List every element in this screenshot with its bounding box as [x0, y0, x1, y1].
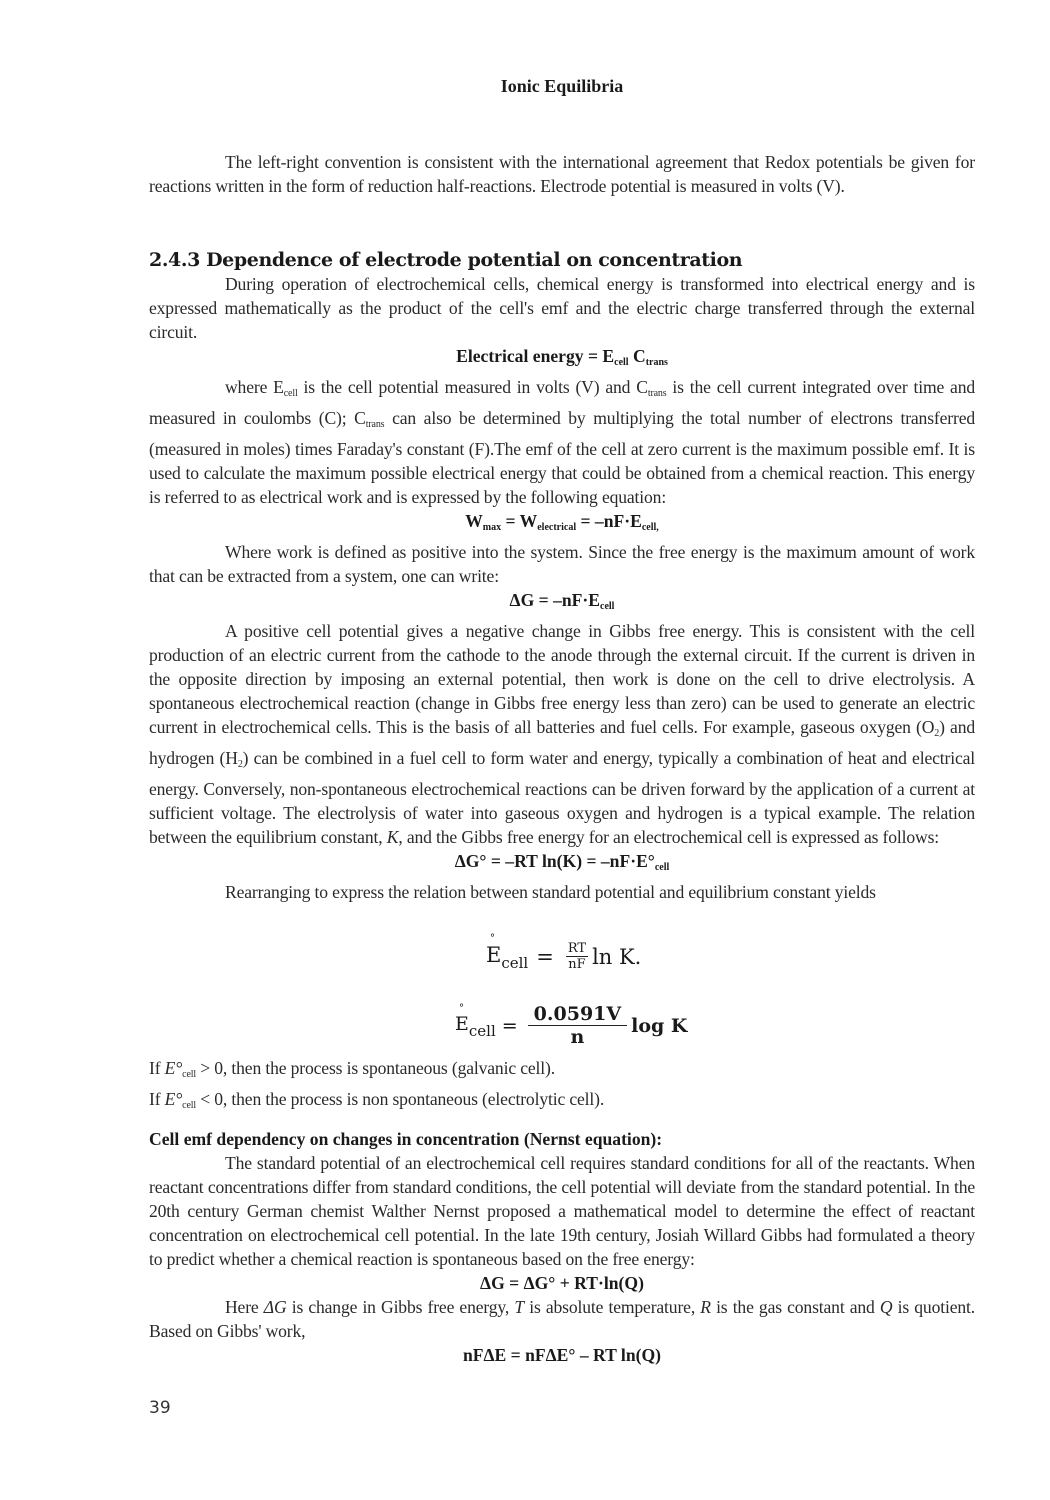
equation-wmax: $W_{max} = W_{electrical} = -nF\cdot E_{cell,}$	[465, 511, 659, 533]
equation-delta-g: $\Delta G = -nF\cdot E_{cell}$	[509, 590, 615, 612]
page-number: 39	[149, 1398, 171, 1418]
paragraph-rearranging: Rearranging to express the relation between standard potential and equilibrium constant yields	[225, 882, 876, 902]
paragraph-nernst-intro: The standard potential of an electrochemical cell requires standard conditions for all of the reactants. When reactant concentrations differ from standard conditions, the cell potential will deviate from the standard potential. In the 20th century German chemist Walther Nernst proposed a mathematical model to determine the effect of reactant concentration on electrochemical cell potential. In the late 19th century, Josiah Willard Gibbs had formulated a theory to predict whether a chemical reaction is spontaneous based on the free energy:	[149, 1153, 975, 1269]
section-2-4-3	[149, 248, 975, 904]
equation-nernst-nf: nFΔE = nFΔE° – RT ln(Q)	[462, 1345, 662, 1365]
equation-electrical-energy: Electrical energy = $E_{cell}$ $C_{trans}$	[456, 346, 668, 368]
running-header: Ionic Equilibria	[500, 76, 624, 96]
equation-gibbs-q: ΔG = ΔG° + RT·ln(Q)	[480, 1273, 644, 1293]
paragraph-electrochemical-operation: During operation of electrochemical cells, chemical energy is transformed into electrical energy and is expressed mathematically as the product of the cell's emf and the electric charge transferred through the external circuit.	[149, 274, 975, 342]
paragraph-gibbs-spontaneity: A positive cell potential gives a negative change in Gibbs free energy. This is consistent with the cell production of an electric current from the cathode to the anode through the external circuit. If the current is driven in the opposite direction by imposing an external potential, then work is done on the cell to drive electrolysis. A spontaneous electrochemical reaction (change in Gibbs free energy less than zero) can be used to generate an electric current in electrochemical cells. This is the basis of all batteries and fuel cells. For example, gaseous oxygen $(O_2)$ and hydrogen $(H_2)$ can be combined in a fuel cell to form water and energy, typically a combination of heat and electrical energy. Conversely, non-spontaneous electrochemical reactions can be driven forward by the application of a current at sufficient voltage. The electrolysis of water into gaseous oxygen and hydrogen is a typical example. The relation between the equilibrium constant, K, and the Gibbs free energy for an electrochemical cell is expressed as follows:	[149, 621, 976, 847]
paragraph-work-definition: Where work is defined as positive into the system. Since the free energy is the maximum amount of work that can be extracted from a system, one can write:	[149, 542, 975, 586]
condition-electrolytic: If $E^\circ_{cell} < 0$, then the process is non spontaneous (electrolytic cell).	[149, 1089, 605, 1111]
equation-ecell-log-k: E ° $_{cell}$ = $\frac{0.0591V}{n}$ log K	[455, 1002, 688, 1048]
section-title: 2.4.3 Dependence of electrode potential on concentration	[149, 249, 743, 271]
condition-galvanic: If $E^\circ_{cell} > 0$, then the process is spontaneous (galvanic cell).	[149, 1058, 555, 1080]
intro-paragraph-block	[149, 150, 975, 198]
equation-delta-g-standard: ΔG° = –RT $\ln(K) = -nF\cdot E^\circ_{cell}$	[454, 851, 670, 873]
intro-paragraph: The left-right convention is consistent with the international agreement that Redox potentials be given for reactions written in the form of reduction half-reactions. Electrode potential is measured in volts (V).	[149, 152, 975, 196]
nernst-section	[149, 1127, 975, 1367]
equation-ecell-ln-k: E ° $_{cell}$ = $\frac{RT}{nF}$ ln K.	[486, 932, 642, 973]
nernst-heading: Cell emf dependency on changes in concentration (Nernst equation):	[149, 1129, 663, 1149]
spontaneity-conditions	[149, 1056, 975, 1118]
paragraph-ecell-definition: where $E_{cell}$ is the cell potential measured in volts (V) and $C_{trans}$ is the cell current integrated over time and measured in coulombs (C); $C_{trans}$ can also be determined by multiplying the total number of electrons transferred (measured in moles) times Faraday's constant (F).The emf of the cell at zero current is the maximum possible emf. It is used to calculate the maximum possible electrical energy that could be obtained from a chemical reaction. This energy is referred to as electrical work and is expressed by the following equation:	[149, 377, 976, 507]
paragraph-variable-definitions: Here ΔG is change in Gibbs free energy, T is absolute temperature, R is the gas constant and Q is quotient. Based on Gibbs' work,	[149, 1297, 975, 1341]
